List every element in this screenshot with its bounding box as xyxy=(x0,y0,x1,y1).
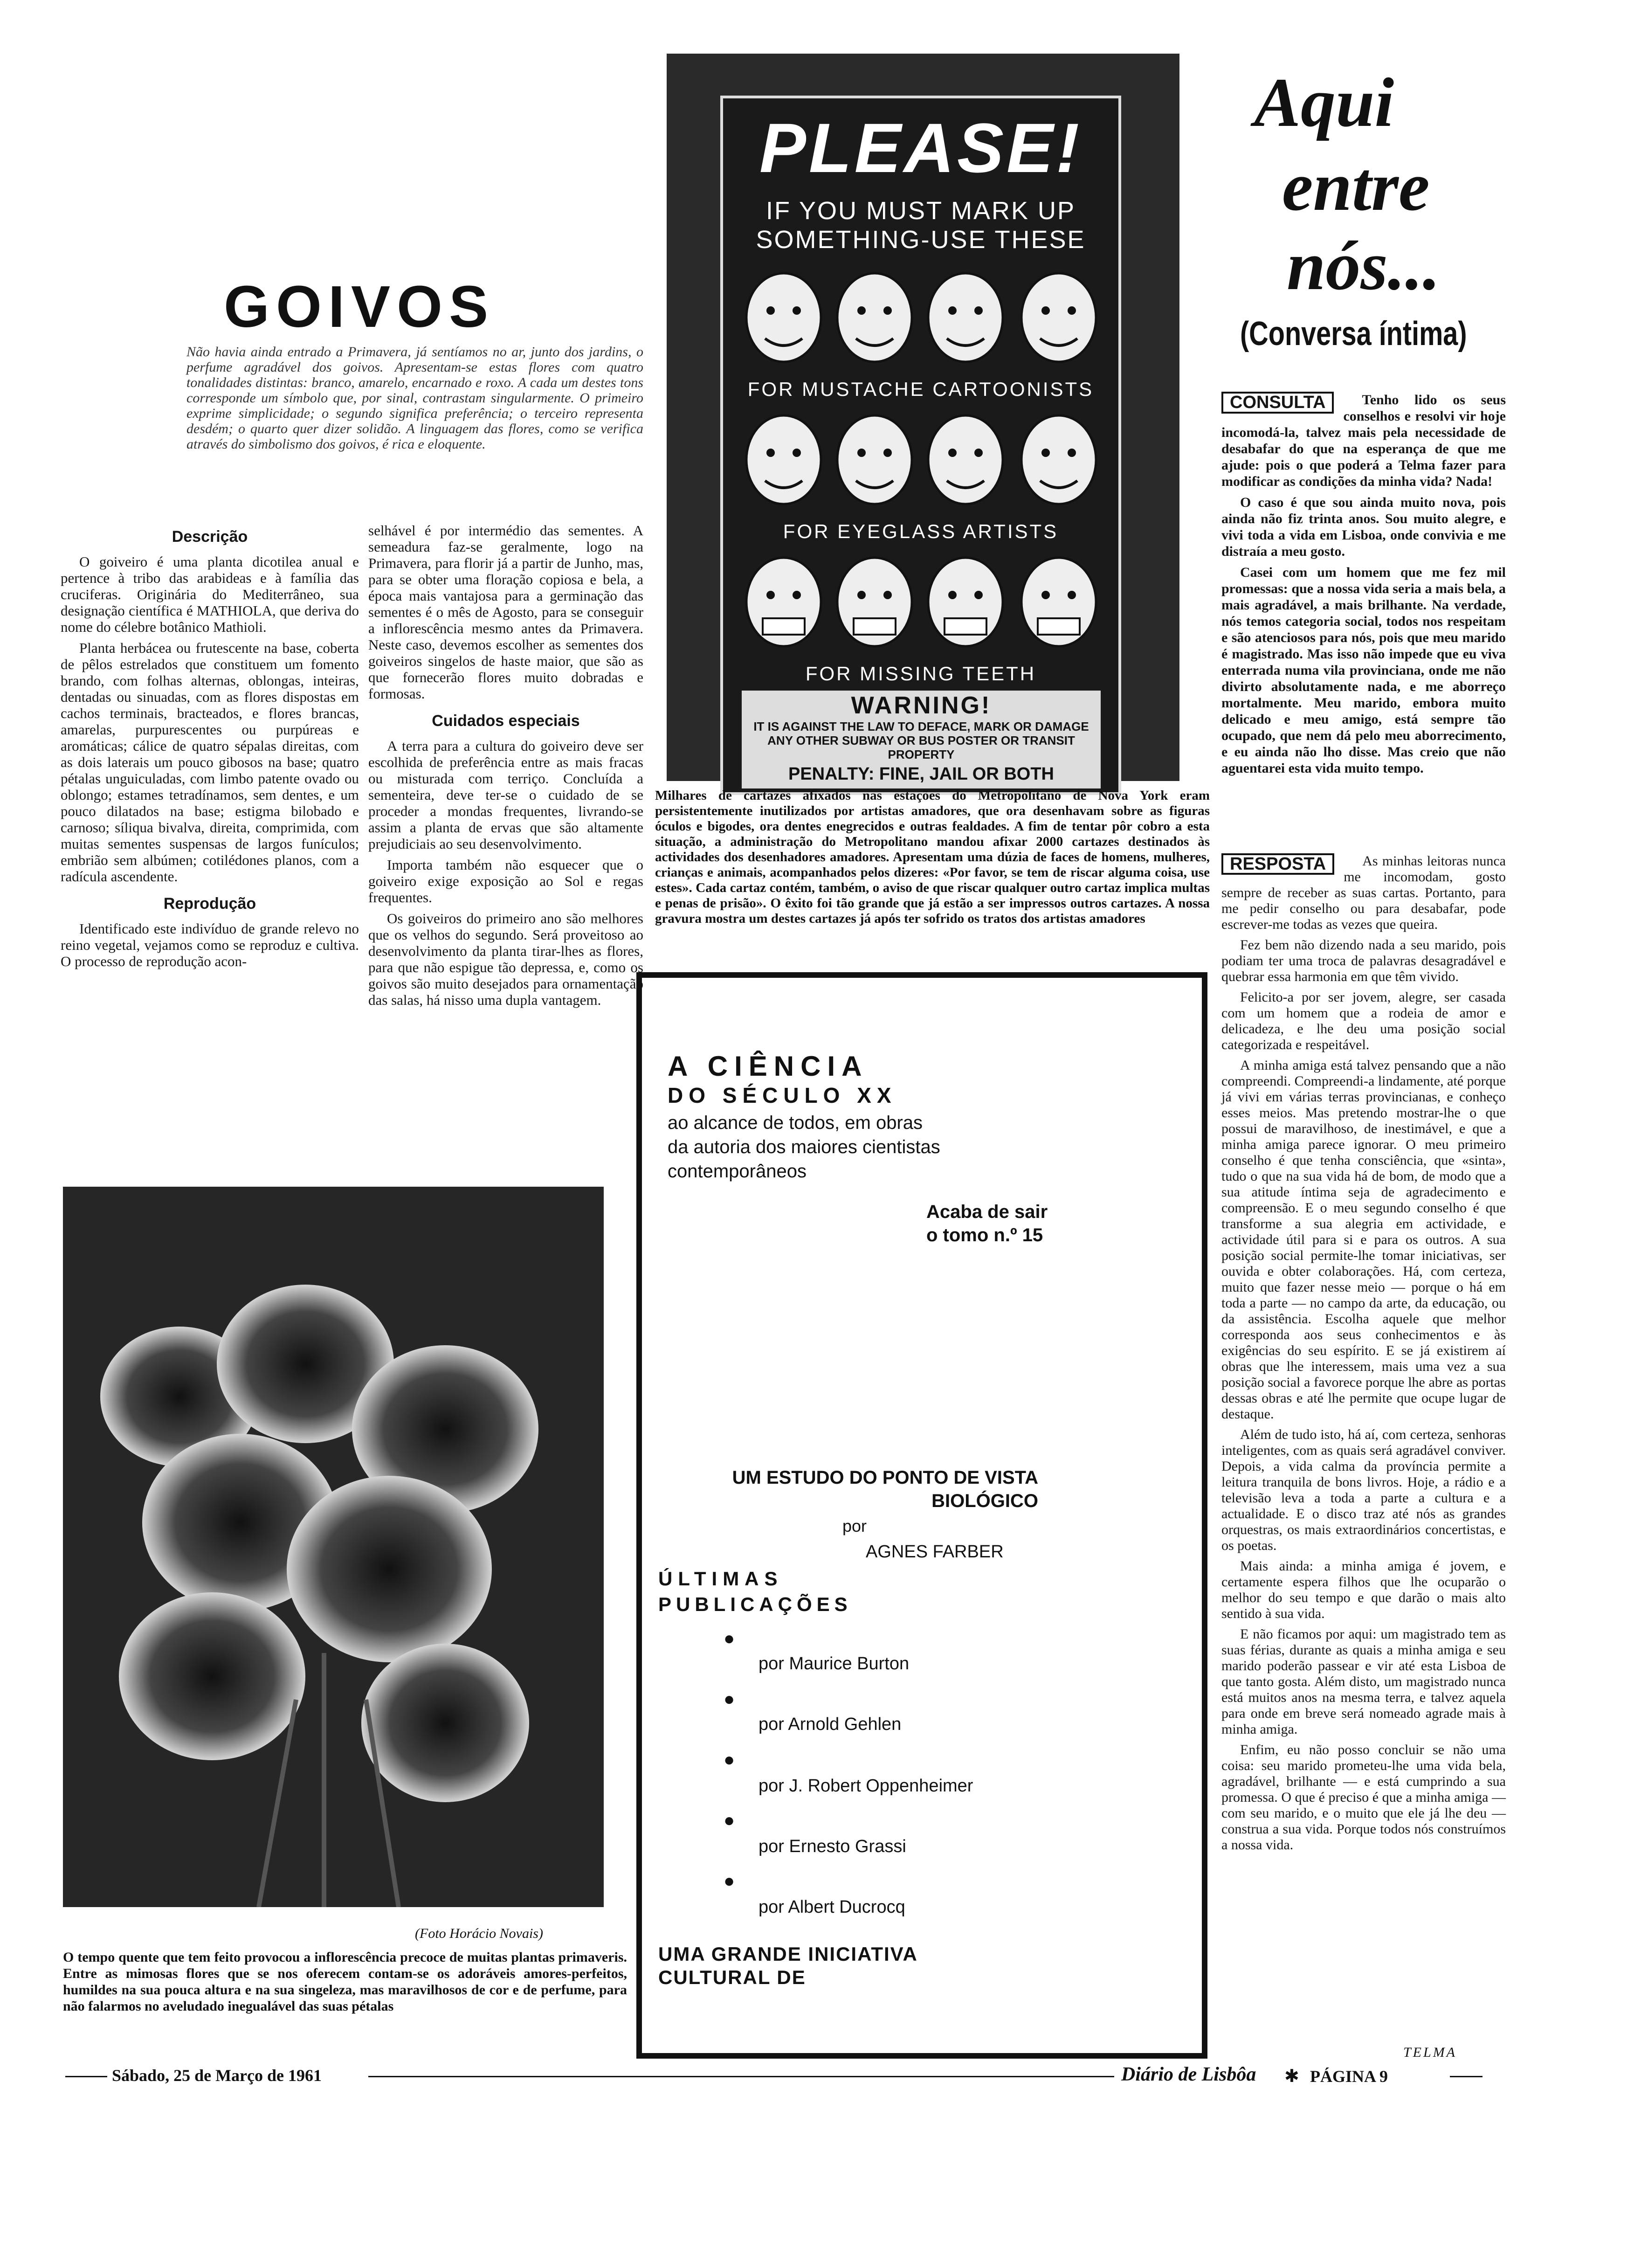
ad-publicacoes: PUBLICAÇÕES xyxy=(658,1593,852,1615)
ad-publication-item: por J. Robert Oppenheimer xyxy=(758,1776,973,1796)
paragraph: Fez bem não dizendo nada a seu marido, pois podiam ter uma troca de palavras desagradável e quebrar essa harmonia em que têm vivido. xyxy=(1221,937,1506,984)
ad-study-title: UM ESTUDO DO PONTO DE VISTA xyxy=(732,1467,1038,1488)
ad-subheading: DO SÉCULO XX xyxy=(668,1083,897,1107)
ad-heading: A CIÊNCIA xyxy=(668,1051,869,1082)
poster-line2: SOMETHING-USE THESE xyxy=(756,226,1086,254)
paragraph: O goiveiro é uma planta dicotilea anual e pertence à tribo das arabideas e à família das cruciferas. Originária do Mediterrâneo, sua designação científica é MATHIOLA, que deriva do nome do célebre botânico Mathioli. xyxy=(61,553,359,635)
ad-publication-item: por Arnold Gehlen xyxy=(758,1715,902,1734)
ad-bullet: ● xyxy=(724,1689,735,1709)
resposta-section xyxy=(1221,853,1506,1858)
pansy-photo xyxy=(63,1187,604,1907)
footer-rule-right xyxy=(1450,2076,1482,2077)
poster-row3-label: FOR MISSING TEETH xyxy=(805,663,1036,685)
ad-study-title-2: BIOLÓGICO xyxy=(931,1491,1038,1511)
paragraph: Importa também não esquecer que o goiveiro exige exposição ao Sol e regas frequentes. xyxy=(368,857,643,906)
consulta-section xyxy=(1221,392,1506,781)
aqui-subtitle: (Conversa íntima) xyxy=(1240,315,1467,353)
consulta-tag: CONSULTA xyxy=(1221,392,1334,414)
ad-bullet: ● xyxy=(724,1749,735,1770)
ad-description: ao alcance de todos, em obras da autoria dos maiores cientistas contemporâneos xyxy=(668,1113,940,1182)
footer-date: Sábado, 25 de Março de 1961 xyxy=(112,2066,322,2085)
paragraph: Os goiveiros do primeiro ano são melhores que os velhos do segundo. Será proveitoso ao desenvolvimento da planta tirar-lhes as flores, para que não espigue tão depressa, e, como os goivos são muito desejados para ornamentação das salas, há nisso uma dupla vantagem. xyxy=(368,910,643,1008)
paragraph: Enfim, eu não posso concluir se não uma coisa: seu marido prometeu-lhe uma vida bela, agradável, brilhante — e está cumprindo a sua promessa. O que é preciso é que a minha amiga — com seu marido, e o muito que ele já lhe deu — construa a sua vida. Porque todos nós construímos a nossa vida. xyxy=(1221,1742,1506,1853)
footer-rule-left xyxy=(65,2076,107,2077)
ad-ultimas: ÚLTIMAS xyxy=(658,1568,783,1590)
resposta-tag: RESPOSTA xyxy=(1221,853,1334,875)
ad-study-author: AGNES FARBER xyxy=(866,1542,1004,1562)
ad-footer-2: CULTURAL DE xyxy=(658,1966,806,1988)
ad-study-por: por xyxy=(842,1516,867,1535)
ad-bullet: ● xyxy=(724,1810,735,1831)
goivos-intro: Não havia ainda entrado a Primavera, já sentíamos no ar, junto dos jardins, o perfume agradável dos goivos. Apresentam-se estas flores com quatro tonalidades distintas: branco, amarelo, encarnado e roxo. A cada um destes tons corresponde um símbolo que, por sinal, contrastam singularmente. O primeiro exprime simplicidade; o segundo significa preferência; o terceiro representa desdém; o quarto quer dizer solidão. A linguagem das flores, como se verifica através do simbolismo dos goivos, é rica e eloquente. xyxy=(186,344,643,452)
section-heading-descricao: Descrição xyxy=(172,528,248,546)
footer-star: ✱ xyxy=(1284,2067,1299,2086)
poster-line1: IF YOU MUST MARK UP xyxy=(765,197,1076,225)
ad-publication-item: por Albert Ducrocq xyxy=(758,1897,905,1917)
ad-bullet: ● xyxy=(724,1628,735,1649)
paragraph: selhável é por intermédio das sementes. A semeadura faz-se geralmente, logo na Primavera, para florir já a partir de Junho, mas, para se obter uma floração copiosa e bela, a época mais vantajosa para a germinação das sementes é o mês de Agosto, para se conseguir a inflorescência mesmo antes da Primavera. Neste caso, devemos escolher as sementes dos goiveiros singelos de haste maior, que são as que fornecerão flores muito dobradas e formosas. xyxy=(368,522,643,702)
poster-warning: WARNING! xyxy=(851,692,992,719)
paragraph: Identificado este indivíduo de grande relevo no reino vegetal, vejamos como se reproduz e cultiva. O processo de reprodução acon- xyxy=(61,920,359,969)
section-heading-reproducao: Reprodução xyxy=(163,895,256,913)
paragraph: A minha amiga está talvez pensando que a não compreendi. Compreendi-a lindamente, até porque já vivi em várias terras provincianas, e conheço esses meios. Mas pretendo mostrar-lhe o que possui de maravilhoso, de inestimável, e que a minha amiga parece ignorar. O meu primeiro conselho é que tenha consciência, que «sinta», tudo o que na sua vida há de bom, de modo que a sua atitude íntima seja de agradecimento e compreensão. E o meu segundo conselho é que transforme a sua alegria em actividade, e actividade útil para si e para os outros. A sua posição social permite-lhe tomar iniciativas, ser ouvida e obter colaborações. Há, com certeza, muito que fazer nesse meio — porque o há em toda a parte — no campo da arte, da educação, ou da assistência. Escolha aquele que melhor corresponda aos seus conhecimentos e às exigências do seu espírito. E se já existirem aí obras que lhe interessem, mais uma vez a sua posição social a favorece porque lhe abre as portas dessas obras e até lhe permite que ocupe lugar de destaque. xyxy=(1221,1058,1506,1422)
ad-bullet: ● xyxy=(724,1871,735,1891)
poster-caption: Milhares de cartazes afixados nas estações do Metropolitano de Nova York eram persistentemente inutilizados por artistas amadores, que ora desenhavam sobre as figuras óculos e bigodes, ora dentes enegrecidos e outras fealdades. A fim de tentar pôr cobro a esta situação, a administração do Metropolitano mandou afixar 2000 cartazes destinados às actividades dos desenhadores amadores. Apresentam uma dúzia de faces de homens, mulheres, crianças e animais, acompanhados pelos dizeres: «Por favor, se tem de riscar alguma coisa, use estes». Cada cartaz contém, também, o aviso de que riscar qualquer outro cartaz implica multas e penas de prisão». O êxito foi tão grande que já estão a ser impressos outros cartazes. A nossa gravura mostra um destes cartazes já após ter sofrido os tratos dos artistas amadores xyxy=(655,788,1210,926)
poster-faces-row-1 xyxy=(737,266,1105,373)
ad-publication-item: por Ernesto Grassi xyxy=(758,1837,906,1856)
poster-sheet xyxy=(720,96,1121,795)
goivos-column-2 xyxy=(368,522,643,1013)
poster-penalty: PENALTY: FINE, JAIL OR BOTH xyxy=(788,764,1055,784)
ad-tomo-number: o tomo n.º 15 xyxy=(926,1225,1043,1245)
footer-rule-middle xyxy=(368,2076,1114,2077)
aqui-title-3: nós... xyxy=(1287,227,1441,304)
aqui-title-2: entre xyxy=(1282,148,1430,225)
poster-row1-label: FOR MUSTACHE CARTOONISTS xyxy=(747,378,1094,400)
section-heading-cuidados: Cuidados especiais xyxy=(432,712,580,730)
goivos-column-1 xyxy=(61,518,359,974)
poster-warning-text: IT IS AGAINST THE LAW TO DEFACE, MARK OR DAMAGE ANY OTHER SUBWAY OR BUS POSTER OR TRANSIT PROPERTY xyxy=(753,719,1089,761)
poster-row2-label: FOR EYEGLASS ARTISTS xyxy=(783,520,1059,542)
goivos-title: GOIVOS xyxy=(224,274,495,339)
paragraph: Tenho lido os seus conselhos e resolvi vir hoje incomodá-la, talvez mais pela necessidade de desabafar do que na esperança de que me ajude: pois o que poderá a Telma fazer para modificar as condições da minha vida? Nada! xyxy=(1221,392,1506,489)
paragraph: O caso é que sou ainda muito nova, pois ainda não fiz trinta anos. Sou muito alegre, e vivi toda a vida em Lisboa, onde convivia e me distraía a meu gosto. xyxy=(1221,495,1506,559)
paragraph: Felicito-a por ser jovem, alegre, ser casada com um homem que a rodeia de amor e delicadeza, e lhe deu uma posição social categorizada e respeitável. xyxy=(1221,989,1506,1052)
poster-faces-row-3 xyxy=(737,551,1105,658)
ad-acaba-de-sair: Acaba de sair xyxy=(926,1202,1048,1222)
poster-photo xyxy=(667,54,1179,784)
ad-publication-item: por Maurice Burton xyxy=(758,1654,910,1673)
paragraph: A terra para a cultura do goiveiro deve ser escolhida de preferência entre as mais fracas ou misturada com terriço. Concluída a sementeira, deve ter-se o cuidado de se proceder a mondas frequentes, livrando-se assim a planta de ervas que são altamente prejudiciais ao seu desenvolvimento. xyxy=(368,738,643,852)
footer-paper-name: Diário de Lisbôa xyxy=(1121,2064,1256,2085)
paragraph: E não ficamos por aqui: um magistrado tem as suas férias, durante as quais a minha amiga e seu marido poderão passear e vir até esta Lisboa de que tanto gosta. Além disto, um magistrado nunca está muitos anos na mesma terra, e talvez aquela para onde em breve será nomeado agrade mais à minha amiga. xyxy=(1221,1626,1506,1737)
ad-box xyxy=(636,972,1207,2059)
photo-credit: (Foto Horácio Novais) xyxy=(415,1926,543,1941)
poster-faces-row-2 xyxy=(737,408,1105,516)
pansy-illustration xyxy=(63,1187,604,1907)
poster-warning-panel xyxy=(742,691,1101,788)
paragraph: Mais ainda: a minha amiga é jovem, e certamente espera filhos que lhe ocuparão o melhor do seu tempo e que darão o mais alto sentido à sua vida. xyxy=(1221,1558,1506,1621)
paragraph: Além de tudo isto, há aí, com certeza, senhoras inteligentes, com as quais será agradável conviver. Depois, a vida calma da província permite a leitura tranquila de bons livros. Hoje, a rádio e a televisão leva a toda a parte a cultura e a actualidade. E o disco traz até nós as grandes orquestras, os mais extraordinários concertistas, e os poetas. xyxy=(1221,1427,1506,1553)
aqui-title-1: Aqui xyxy=(1254,64,1394,141)
ad-footer-1: UMA GRANDE INICIATIVA xyxy=(658,1943,918,1965)
poster-please: PLEASE! xyxy=(759,109,1083,187)
signature: TELMA xyxy=(1403,2045,1457,2060)
paragraph: Planta herbácea ou frutescente na base, coberta de pêlos estrelados que constituem um fomento brando, com folhas alternas, oblongas, inteiras, dentadas ou sinuadas, com as flores dispostas em cachos terminais, bracteados, e flores brancas, amarelas, purpurescentes ou purpúreas e aromáticas; cálice de quatro sépalas direitas, com as dois laterais um pouco gibosos na base; quatro pétalas unguiculadas, com limbo patente ovado ou oblongo; estames tetradínamos, sem dentes, e um pouco dilatados na base; estigma bilobado e carnoso; síliqua bivalva, direita, comprimida, com muitas sementes suspensas de largos funículos; embrião sem albúmen; cotilédones planos, com a radícula ascendente. xyxy=(61,640,359,885)
photo-caption: O tempo quente que tem feito provocou a inflorescência precoce de muitas plantas primaveris. Entre as mimosas flores que se nos oferecem contam-se os adoráveis amores-perfeitos, humildes na sua pouca altura e na sua singeleza, mas maravilhosos de cor e de perfume, para não falarmos no aveludado inegualável das suas pétalas xyxy=(63,1950,627,2014)
footer-page: PÁGINA 9 xyxy=(1310,2067,1388,2086)
paragraph: Casei com um homem que me fez mil promessas: que a nossa vida seria a mais bela, a mais agradável, a mais brilhante. Na verdade, nós temos categoria social, todos nos respeitam e são atenciosos para nós, pois que meu marido é magistrado. Mas isso não impede que eu viva enterrada numa vila provinciana, onde me não divirto absolutamente nada, e me aborreço mortalmente. Meu marido, embora muito delicado e meu amigo, está sempre tão ocupado, que nem dá pelo meu aborrecimento, e eu ainda não lho disse. Mas creio que não aguentarei esta vida muito tempo. xyxy=(1221,565,1506,776)
paragraph: As minhas leitoras nunca me incomodam, gosto sempre de receber as suas cartas. Portanto, para me pedir conselho ou para desabafar, pode escrever-me todas as vezes que queira. xyxy=(1221,853,1506,932)
